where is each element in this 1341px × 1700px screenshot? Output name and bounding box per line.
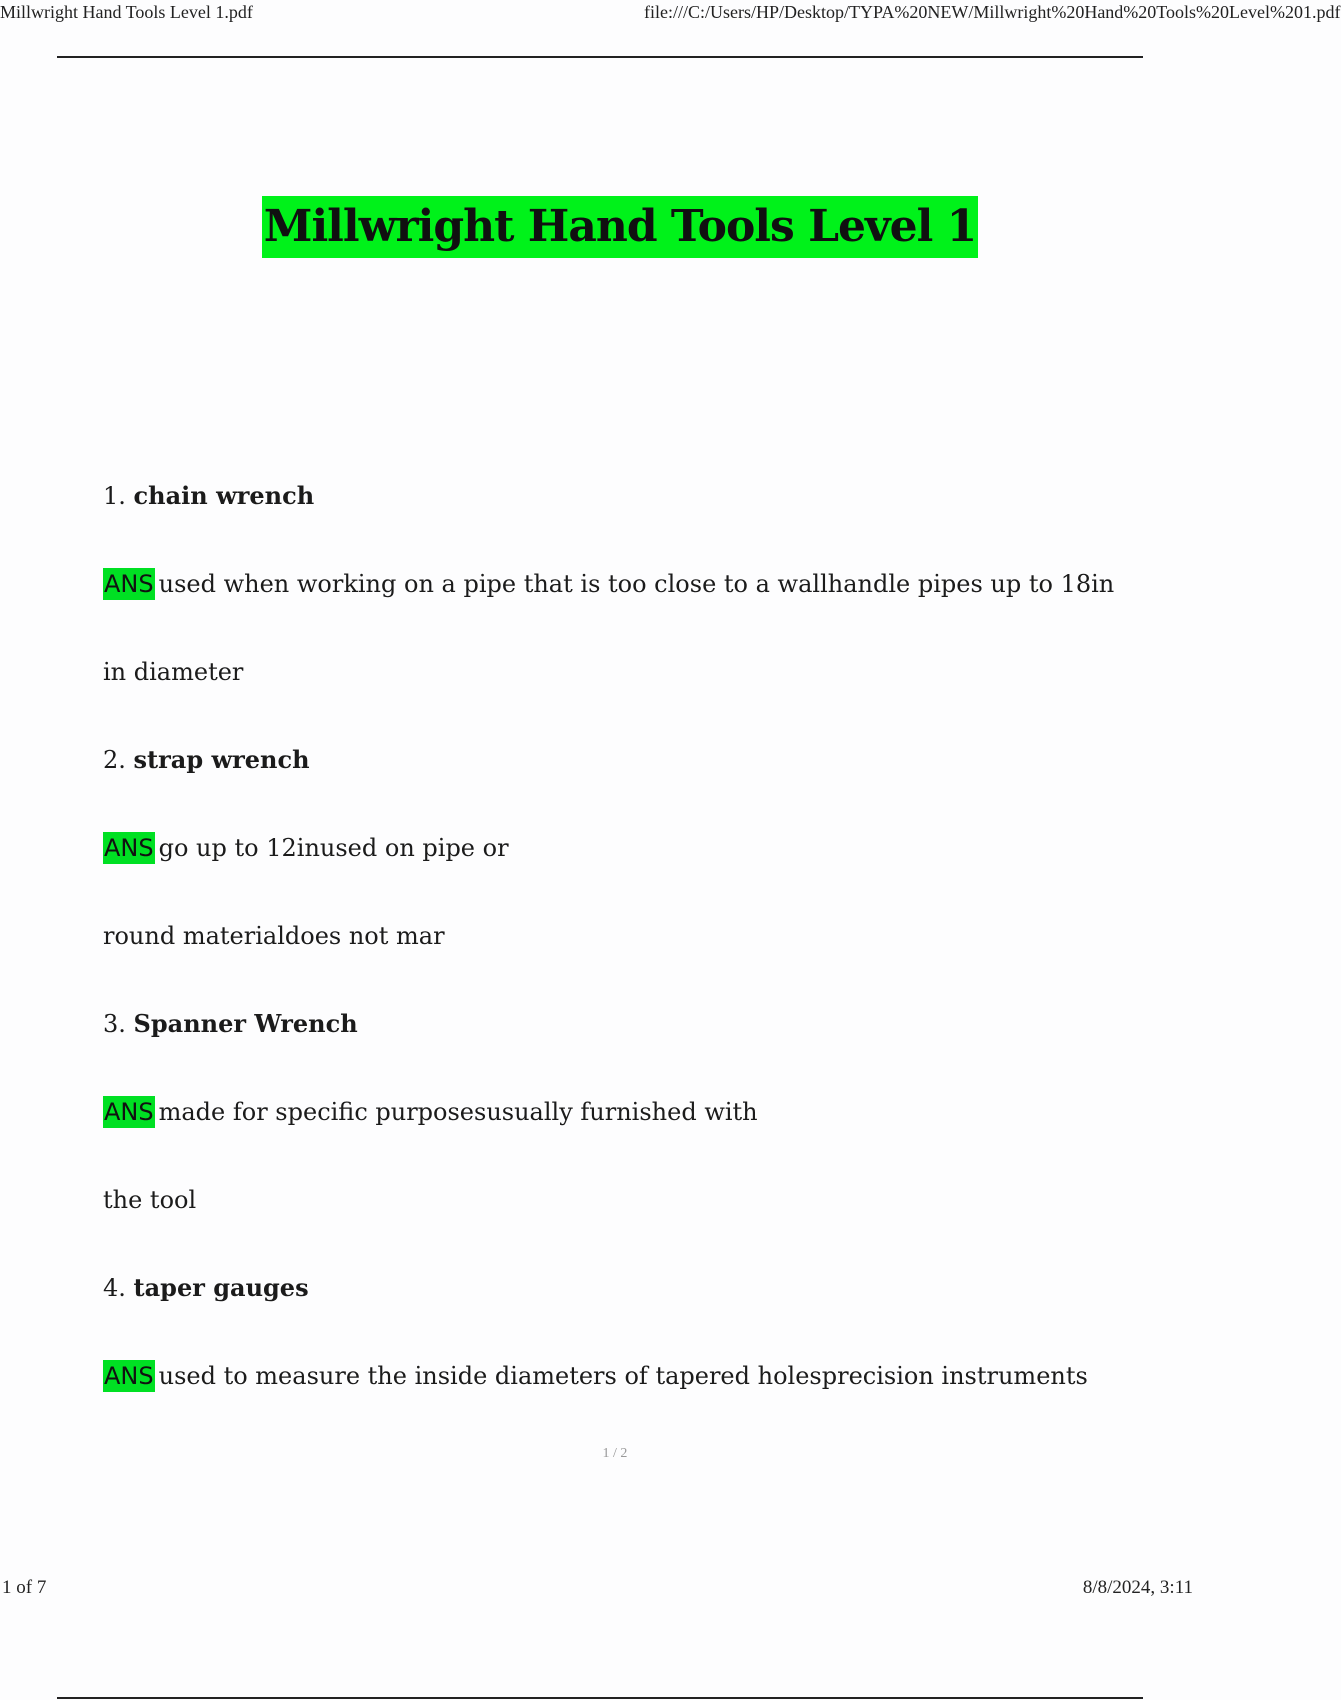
question-item — [103, 736, 1103, 824]
question-term: Spanner Wrench — [133, 1009, 358, 1038]
question-number: 1. — [103, 482, 126, 510]
footer-divider — [57, 1697, 1143, 1699]
answer-tag: ANS — [104, 570, 154, 598]
question-term: taper gauges — [133, 1273, 309, 1302]
answer-line — [103, 1176, 1103, 1264]
answer-tag: ANS — [104, 834, 154, 862]
question-number: 3. — [103, 1010, 126, 1038]
answer-text: round materialdoes not mar — [103, 922, 445, 950]
answer-tag: ANS — [104, 1362, 154, 1390]
answer-line — [103, 912, 1103, 1000]
page-indicator: 1 / 2 — [602, 1446, 628, 1461]
print-footer-timestamp: 8/8/2024, 3:11 — [1082, 1577, 1193, 1598]
answer-text: made for specific purposesusually furnished with — [158, 1098, 758, 1126]
title-container — [0, 196, 1240, 258]
answer-tag: ANS — [104, 1098, 154, 1126]
answer-text: the tool — [103, 1186, 197, 1214]
answer-text: go up to 12inused on pipe or — [158, 834, 509, 862]
answer-text: used when working on a pipe that is too close to a wallhandle pipes up to 18in — [158, 570, 1115, 598]
print-header-filename: Millwright Hand Tools Level 1.pdf — [0, 2, 253, 22]
question-term: strap wrench — [133, 745, 310, 774]
question-term: chain wrench — [133, 481, 315, 510]
page-title: Millwright Hand Tools Level 1 — [262, 196, 979, 258]
question-list — [103, 472, 1115, 1440]
answer-line — [103, 824, 1103, 912]
question-number: 2. — [103, 746, 126, 774]
header-divider — [57, 56, 1143, 58]
answer-line — [103, 648, 1103, 736]
print-header-url: file:///C:/Users/HP/Desktop/TYPA%20NEW/Millwright%20Hand%20Tools%20Level%201.pdf — [644, 2, 1341, 22]
question-item — [103, 1264, 1103, 1352]
question-item — [103, 472, 1103, 560]
answer-text: in diameter — [103, 658, 244, 686]
answer-line — [103, 1352, 1103, 1440]
question-number: 4. — [103, 1274, 126, 1302]
answer-line — [103, 1088, 1103, 1176]
answer-text: used to measure the inside diameters of tapered holesprecision instruments — [158, 1362, 1088, 1390]
answer-line — [103, 560, 1115, 648]
question-item — [103, 1000, 1103, 1088]
print-footer-page-count: 1 of 7 — [2, 1577, 47, 1598]
